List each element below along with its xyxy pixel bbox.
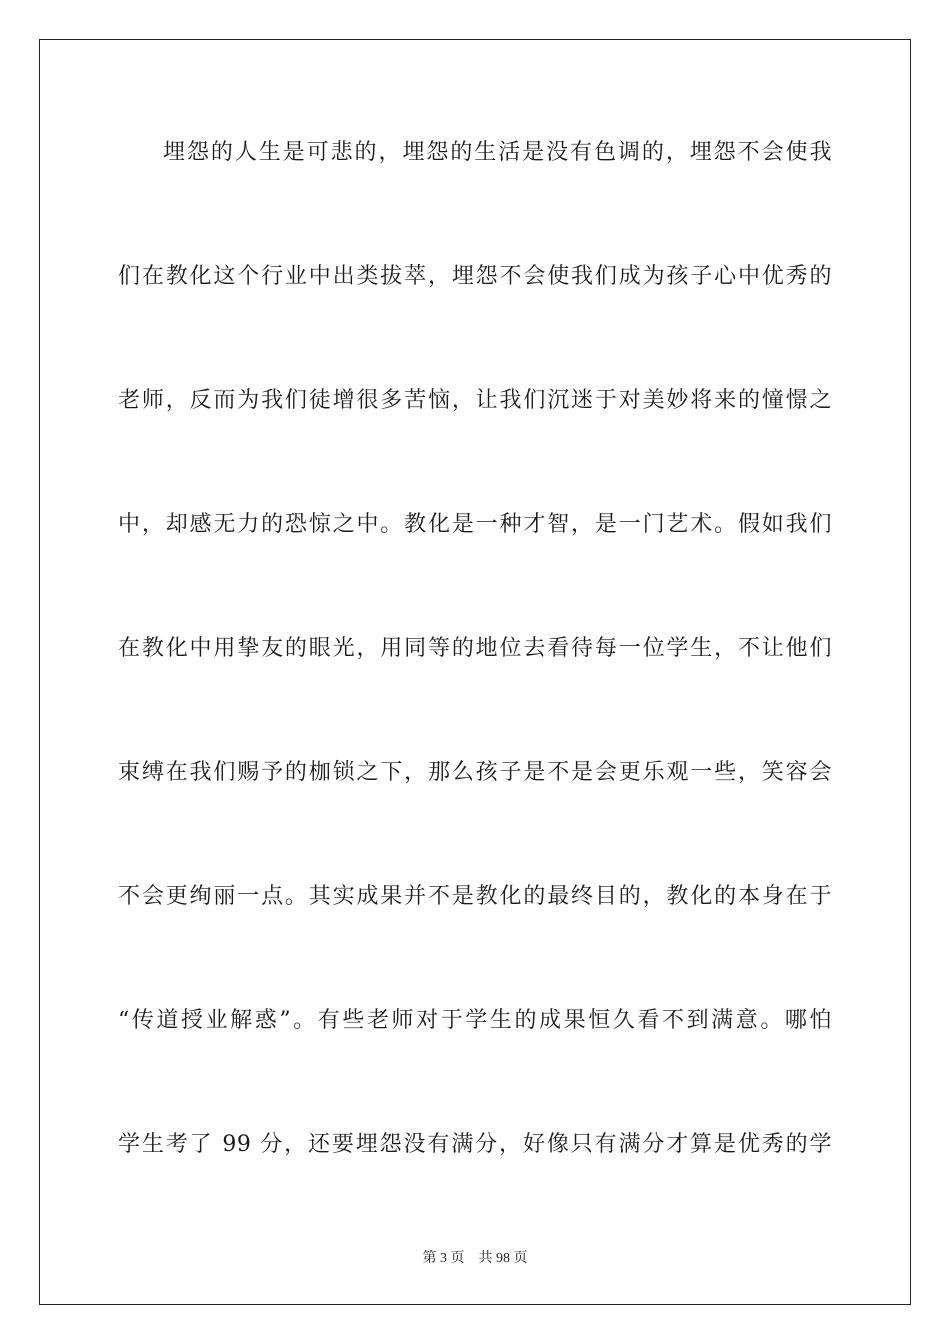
body-text-line-2: 们在教化这个行业中出类拔萃，埋怨不会使我们成为孩子心中优秀的 [118, 264, 832, 289]
body-text-line-5: 在教化中用挚友的眼光，用同等的地位去看待每一位学生，不让他们 [118, 636, 832, 661]
page-number: 第 3 页 [422, 1251, 465, 1266]
page-border [39, 39, 911, 1305]
body-text-line-4: 中，却感无力的恐惊之中。教化是一种才智，是一门艺术。假如我们 [118, 512, 832, 537]
body-text-line-1: 埋怨的人生是可悲的，埋怨的生活是没有色调的，埋怨不会使我 [163, 140, 832, 165]
page-footer [0, 1247, 950, 1267]
body-text-line-6: 束缚在我们赐予的枷锁之下，那么孩子是不是会更乐观一些，笑容会 [118, 760, 832, 785]
page-total: 共 98 页 [478, 1251, 528, 1266]
body-text-line-3: 老师，反而为我们徒增很多苦恼，让我们沉迷于对美妙将来的憧憬之 [118, 388, 832, 413]
body-text-line-8: “传道授业解惑”。有些老师对于学生的成果恒久看不到满意。哪怕 [118, 1008, 832, 1033]
body-text-line-7: 不会更绚丽一点。其实成果并不是教化的最终目的，教化的本身在于 [118, 884, 832, 909]
body-text-line-9: 学生考了 99 分，还要埋怨没有满分，好像只有满分才算是优秀的学 [118, 1132, 832, 1157]
